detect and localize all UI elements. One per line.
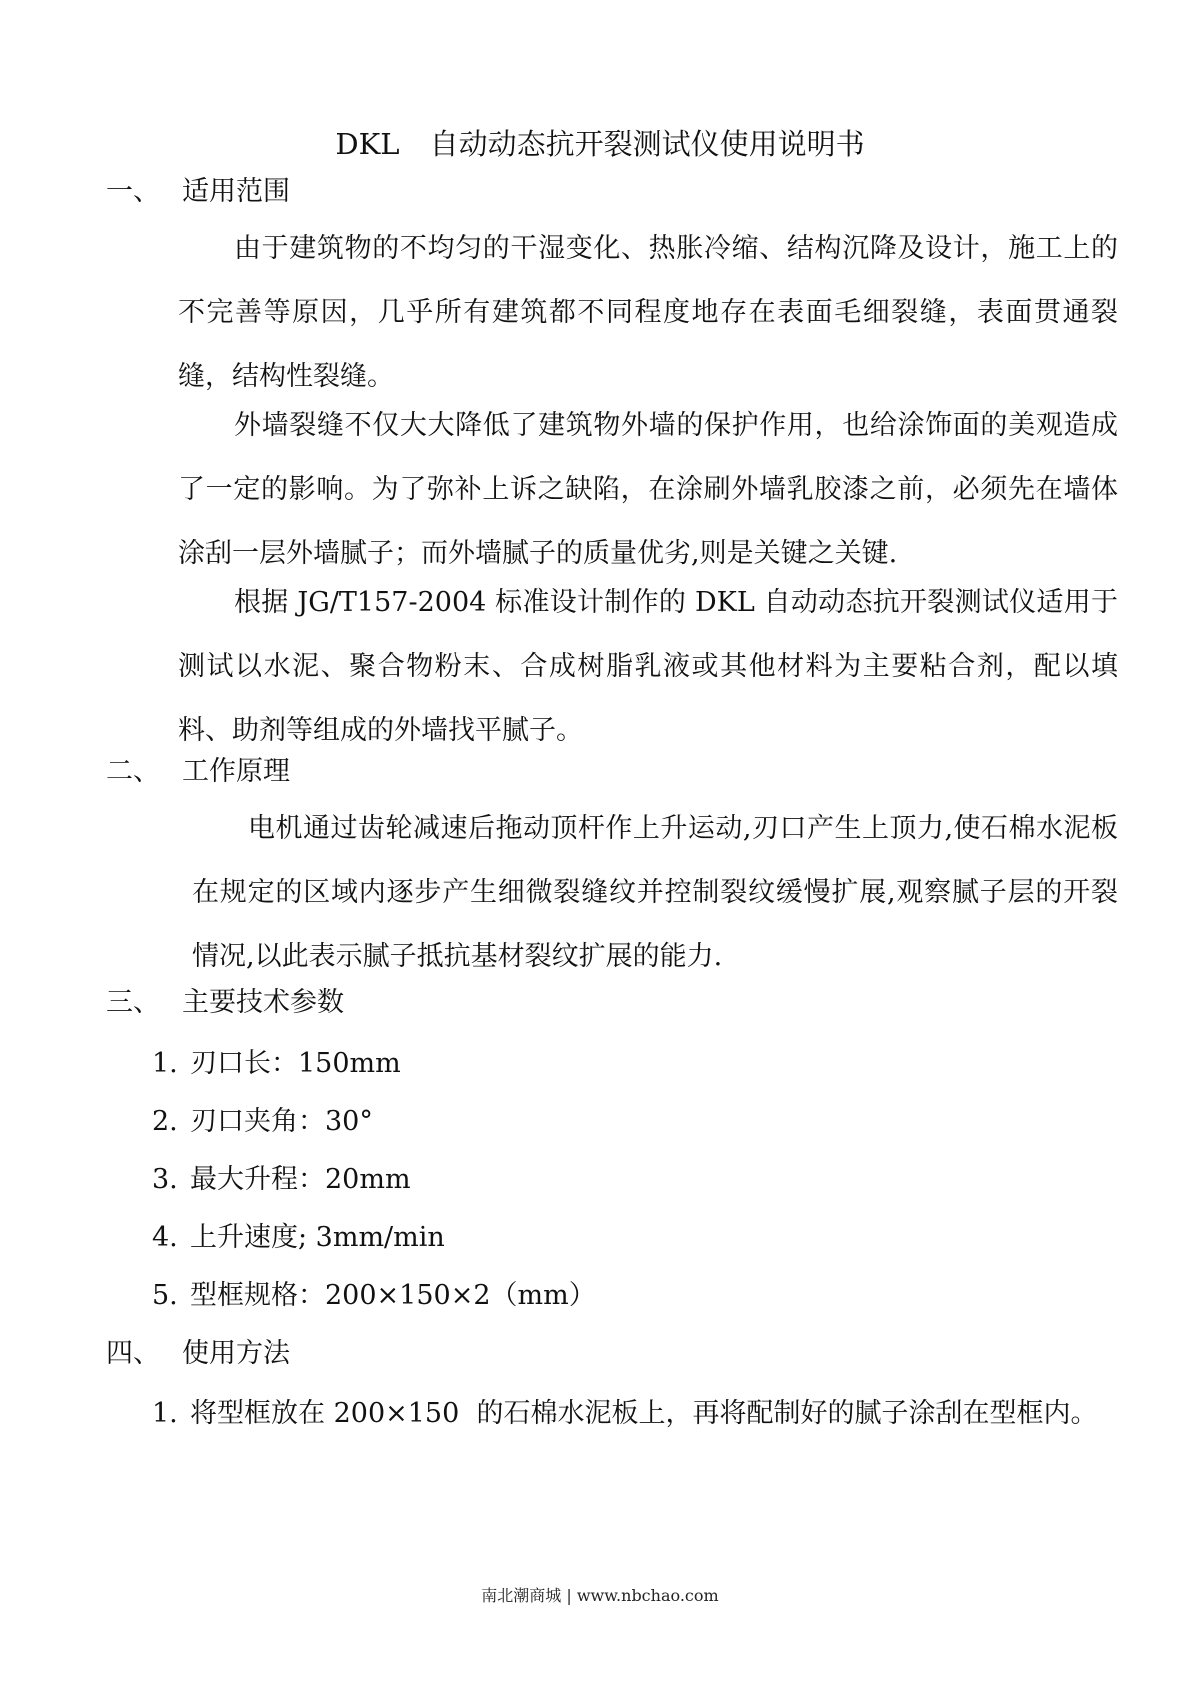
item-index: 5. <box>152 1280 178 1311</box>
item-index: 4. <box>152 1222 178 1253</box>
section-title: 工作原理 <box>182 756 290 787</box>
section-number: 四、 <box>106 1338 160 1369</box>
parameter-item <box>152 1218 445 1258</box>
scope-paragraph-2: 外墙裂缝不仅大大降低了建筑物外墙的保护作用，也给涂饰面的美观造成了一定的影响。为了弥补上诉之缺陷，在涂刷外墙乳胶漆之前，必须先在墙体涂刮一层外墙腻子；而外墙腻子的质量优劣,则是关键之关键. <box>178 410 1118 569</box>
section-heading-parameters <box>106 983 344 1023</box>
item-text: 刃口夹角：30° <box>190 1106 373 1137</box>
section-heading-usage <box>106 1334 290 1374</box>
parameter-item <box>152 1276 596 1316</box>
section-number: 一、 <box>106 176 160 207</box>
section-number: 三、 <box>106 987 160 1018</box>
section-heading-scope <box>106 172 290 212</box>
item-text: 型框规格：200×150×2（mm） <box>190 1280 596 1311</box>
document-title <box>0 124 1200 164</box>
item-index: 1. <box>152 1398 178 1429</box>
section-title: 主要技术参数 <box>182 987 344 1018</box>
section-heading-principle <box>106 752 290 792</box>
parameter-item <box>152 1102 373 1142</box>
principle-paragraph: 电机通过齿轮减速后拖动顶杆作上升运动,刃口产生上顶力,使石棉水泥板在规定的区域内逐步产生细微裂缝纹并控制裂纹缓慢扩展,观察腻子层的开裂情况,以此表示腻子抵抗基材裂纹扩展的能力. <box>192 813 1118 972</box>
section-title: 适用范围 <box>182 176 290 207</box>
item-index: 3. <box>152 1164 178 1195</box>
item-text: 将型框放在 200×150 的石棉水泥板上，再将配制好的腻子涂刮在型框内。 <box>190 1398 1098 1429</box>
footer-watermark: 南北潮商城 | www.nbchao.com <box>481 1586 719 1605</box>
title-text: 自动动态抗开裂测试仪使用说明书 <box>429 127 865 161</box>
item-text: 最大升程：20mm <box>190 1164 411 1195</box>
section-number: 二、 <box>106 756 160 787</box>
item-text: 上升速度; 3mm/min <box>190 1222 445 1253</box>
item-index: 1. <box>152 1048 178 1079</box>
section-title: 使用方法 <box>182 1338 290 1369</box>
usage-step <box>152 1394 1097 1434</box>
scope-paragraph-3: 根据 JG/T157-2004 标准设计制作的 DKL 自动动态抗开裂测试仪适用于测试以水泥、聚合物粉末、合成树脂乳液或其他材料为主要粘合剂，配以填料、助剂等组成的外墙找平腻子。 <box>178 587 1118 746</box>
parameter-item <box>152 1044 401 1084</box>
item-index: 2. <box>152 1106 178 1137</box>
title-code: DKL <box>335 127 400 161</box>
parameter-item <box>152 1160 411 1200</box>
scope-paragraph-1: 由于建筑物的不均匀的干湿变化、热胀冷缩、结构沉降及设计，施工上的不完善等原因，几乎所有建筑都不同程度地存在表面毛细裂缝，表面贯通裂缝，结构性裂缝。 <box>178 233 1118 392</box>
item-text: 刃口长：150mm <box>190 1048 401 1079</box>
